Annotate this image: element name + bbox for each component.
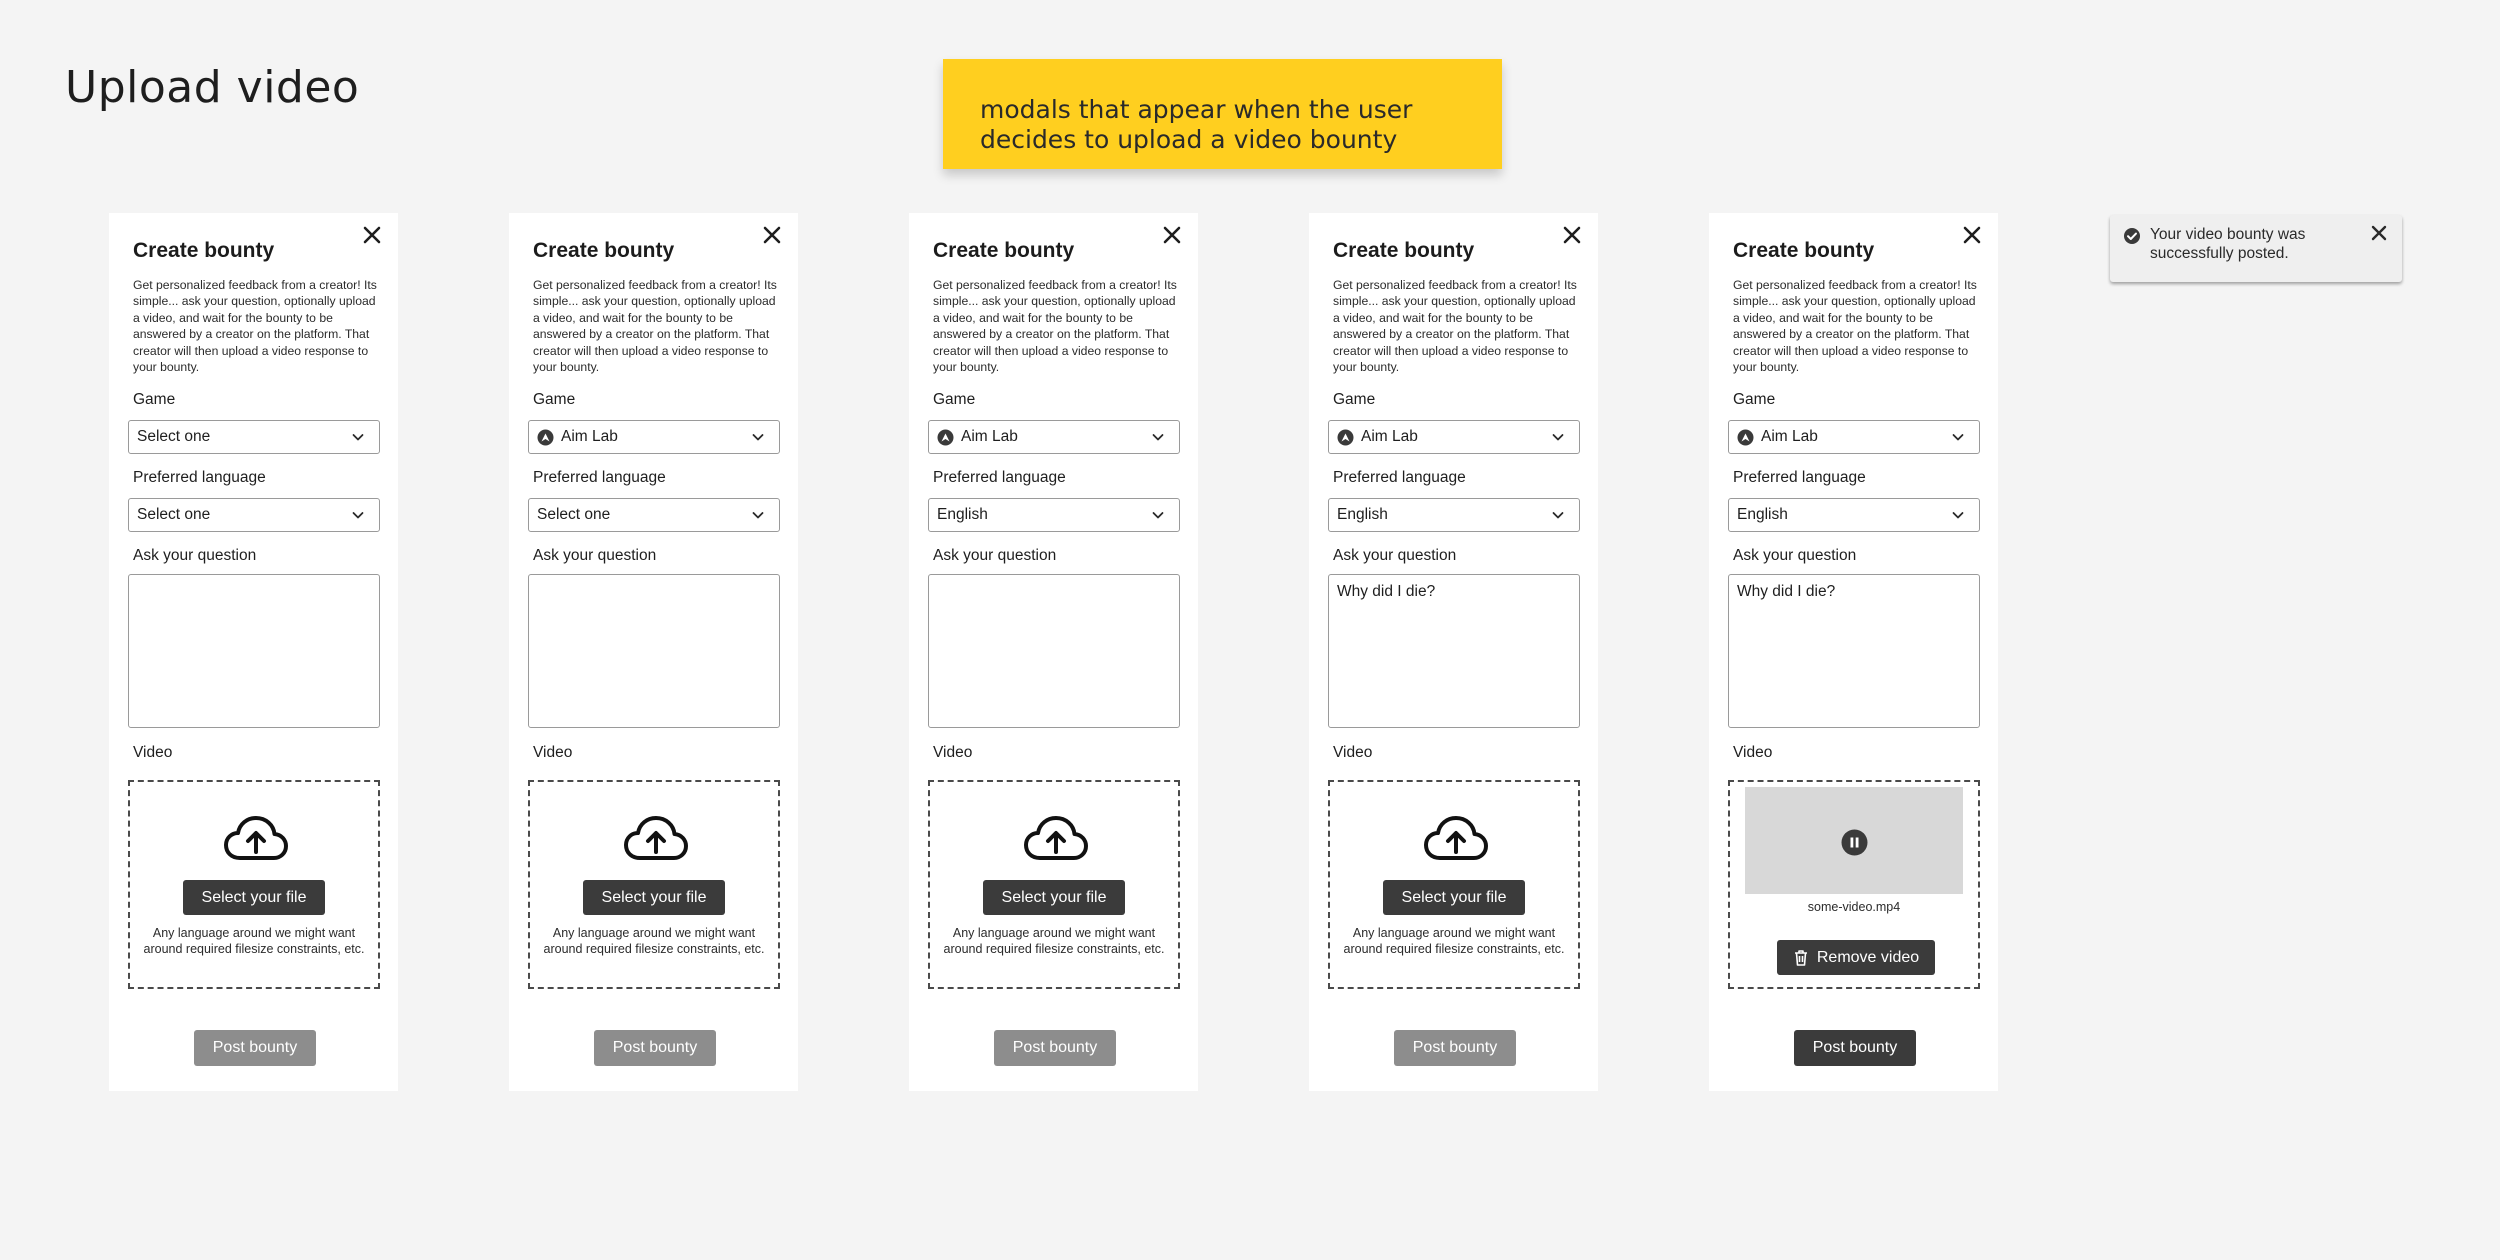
modal-title: Create bounty [933, 239, 1075, 262]
chevron-down-icon [749, 428, 767, 446]
question-label: Ask your question [1733, 547, 1857, 564]
trash-icon [1793, 949, 1809, 967]
game-select-value: Aim Lab [961, 428, 1018, 445]
select-file-button[interactable]: Select your file [583, 880, 725, 915]
language-select[interactable] [928, 498, 1180, 532]
language-select[interactable] [1728, 498, 1980, 532]
question-textarea[interactable]: Why did I die? [1728, 574, 1980, 728]
video-label: Video [133, 744, 173, 761]
cloud-upload-icon [1423, 814, 1489, 862]
modal-description: Get personalized feedback from a creator! Its simple... ask your question, optionally upload a video, and wait for the bounty to be answered by a creator on the platform. That creator will then upload a video response to your bounty. [133, 278, 377, 375]
aim-lab-icon [537, 429, 554, 446]
post-bounty-button[interactable]: Post bounty [994, 1030, 1116, 1066]
game-select-value: Aim Lab [561, 428, 618, 445]
chevron-down-icon [1149, 428, 1167, 446]
select-file-button[interactable]: Select your file [183, 880, 325, 915]
language-select-value: English [937, 506, 988, 523]
game-label: Game [1333, 391, 1376, 408]
chevron-down-icon [749, 506, 767, 524]
create-bounty-modal [1309, 213, 1598, 1091]
close-icon[interactable] [360, 223, 384, 247]
question-textarea[interactable] [928, 574, 1180, 728]
toast-message: Your video bounty was successfully posted. [2150, 226, 2306, 262]
video-label: Video [533, 744, 573, 761]
check-circle-icon [2122, 226, 2142, 246]
language-label: Preferred language [533, 469, 666, 486]
language-select-value: English [1337, 506, 1388, 523]
modal-description: Get personalized feedback from a creator! Its simple... ask your question, optionally upload a video, and wait for the bounty to be answered by a creator on the platform. That creator will then upload a video response to your bounty. [933, 278, 1177, 375]
select-file-button[interactable]: Select your file [1383, 880, 1525, 915]
dropzone-note: Any language around we might want around required filesize constraints, etc. [543, 926, 765, 956]
question-textarea[interactable] [128, 574, 380, 728]
page-title: Upload video [65, 62, 360, 113]
chevron-down-icon [1949, 506, 1967, 524]
video-dropzone[interactable] [1328, 780, 1580, 989]
remove-video-button[interactable] [1777, 940, 1935, 975]
dropzone-note: Any language around we might want around required filesize constraints, etc. [943, 926, 1165, 956]
language-label: Preferred language [133, 469, 266, 486]
language-select[interactable] [528, 498, 780, 532]
modal-description: Get personalized feedback from a creator! Its simple... ask your question, optionally upload a video, and wait for the bounty to be answered by a creator on the platform. That creator will then upload a video response to your bounty. [1333, 278, 1577, 375]
post-bounty-button[interactable]: Post bounty [1794, 1030, 1916, 1066]
modal-title: Create bounty [1333, 239, 1475, 262]
post-bounty-button[interactable]: Post bounty [194, 1030, 316, 1066]
chevron-down-icon [349, 428, 367, 446]
video-filename: some-video.mp4 [1807, 900, 1901, 914]
language-select-value: Select one [137, 506, 211, 523]
modal-description: Get personalized feedback from a creator! Its simple... ask your question, optionally upload a video, and wait for the bounty to be answered by a creator on the platform. That creator will then upload a video response to your bounty. [533, 278, 777, 375]
create-bounty-modal [509, 213, 798, 1091]
close-icon[interactable] [1160, 223, 1184, 247]
video-dropzone[interactable] [528, 780, 780, 989]
chevron-down-icon [1549, 428, 1567, 446]
language-select-value: Select one [537, 506, 611, 523]
question-textarea[interactable]: Why did I die? [1328, 574, 1580, 728]
close-icon[interactable] [1960, 223, 1984, 247]
language-label: Preferred language [933, 469, 1066, 486]
aim-lab-icon [937, 429, 954, 446]
game-select-value: Aim Lab [1761, 428, 1818, 445]
game-select[interactable] [128, 420, 380, 454]
chevron-down-icon [1949, 428, 1967, 446]
game-select[interactable] [1728, 420, 1980, 454]
language-label: Preferred language [1333, 469, 1466, 486]
close-icon[interactable] [760, 223, 784, 247]
cloud-upload-icon [1023, 814, 1089, 862]
question-label: Ask your question [933, 547, 1057, 564]
sticky-note: modals that appear when the user decides to upload a video bounty [943, 59, 1502, 169]
language-select[interactable] [1328, 498, 1580, 532]
remove-video-label: Remove video [1816, 948, 1920, 966]
close-icon[interactable] [1560, 223, 1584, 247]
modal-title: Create bounty [1733, 239, 1875, 262]
aim-lab-icon [1737, 429, 1754, 446]
question-textarea[interactable] [528, 574, 780, 728]
game-select[interactable] [928, 420, 1180, 454]
modal-description: Get personalized feedback from a creator! Its simple... ask your question, optionally upload a video, and wait for the bounty to be answered by a creator on the platform. That creator will then upload a video response to your bounty. [1733, 278, 1977, 375]
cloud-upload-icon [223, 814, 289, 862]
game-label: Game [1733, 391, 1776, 408]
video-label: Video [1733, 744, 1773, 761]
video-dropzone[interactable] [1728, 780, 1980, 989]
dropzone-note: Any language around we might want around required filesize constraints, etc. [1343, 926, 1565, 956]
post-bounty-button[interactable]: Post bounty [1394, 1030, 1516, 1066]
aim-lab-icon [1337, 429, 1354, 446]
question-label: Ask your question [133, 547, 257, 564]
game-select-value: Select one [137, 428, 211, 445]
modal-title: Create bounty [533, 239, 675, 262]
game-select[interactable] [1328, 420, 1580, 454]
game-label: Game [533, 391, 576, 408]
close-icon[interactable] [2368, 222, 2390, 244]
video-dropzone[interactable] [928, 780, 1180, 989]
success-toast [2110, 215, 2402, 282]
pause-icon[interactable] [1841, 829, 1868, 856]
modal-title: Create bounty [133, 239, 275, 262]
game-label: Game [133, 391, 176, 408]
video-preview [1745, 787, 1963, 894]
chevron-down-icon [1149, 506, 1167, 524]
post-bounty-button[interactable]: Post bounty [594, 1030, 716, 1066]
game-select[interactable] [528, 420, 780, 454]
select-file-button[interactable]: Select your file [983, 880, 1125, 915]
video-label: Video [933, 744, 973, 761]
create-bounty-modal [1709, 213, 1998, 1091]
create-bounty-modal [109, 213, 398, 1091]
question-label: Ask your question [533, 547, 657, 564]
cloud-upload-icon [623, 814, 689, 862]
game-select-value: Aim Lab [1361, 428, 1418, 445]
language-select-value: English [1737, 506, 1788, 523]
video-dropzone[interactable] [128, 780, 380, 989]
video-label: Video [1333, 744, 1373, 761]
question-label: Ask your question [1333, 547, 1457, 564]
create-bounty-modal [909, 213, 1198, 1091]
game-label: Game [933, 391, 976, 408]
language-select[interactable] [128, 498, 380, 532]
language-label: Preferred language [1733, 469, 1866, 486]
chevron-down-icon [1549, 506, 1567, 524]
chevron-down-icon [349, 506, 367, 524]
dropzone-note: Any language around we might want around required filesize constraints, etc. [143, 926, 365, 956]
